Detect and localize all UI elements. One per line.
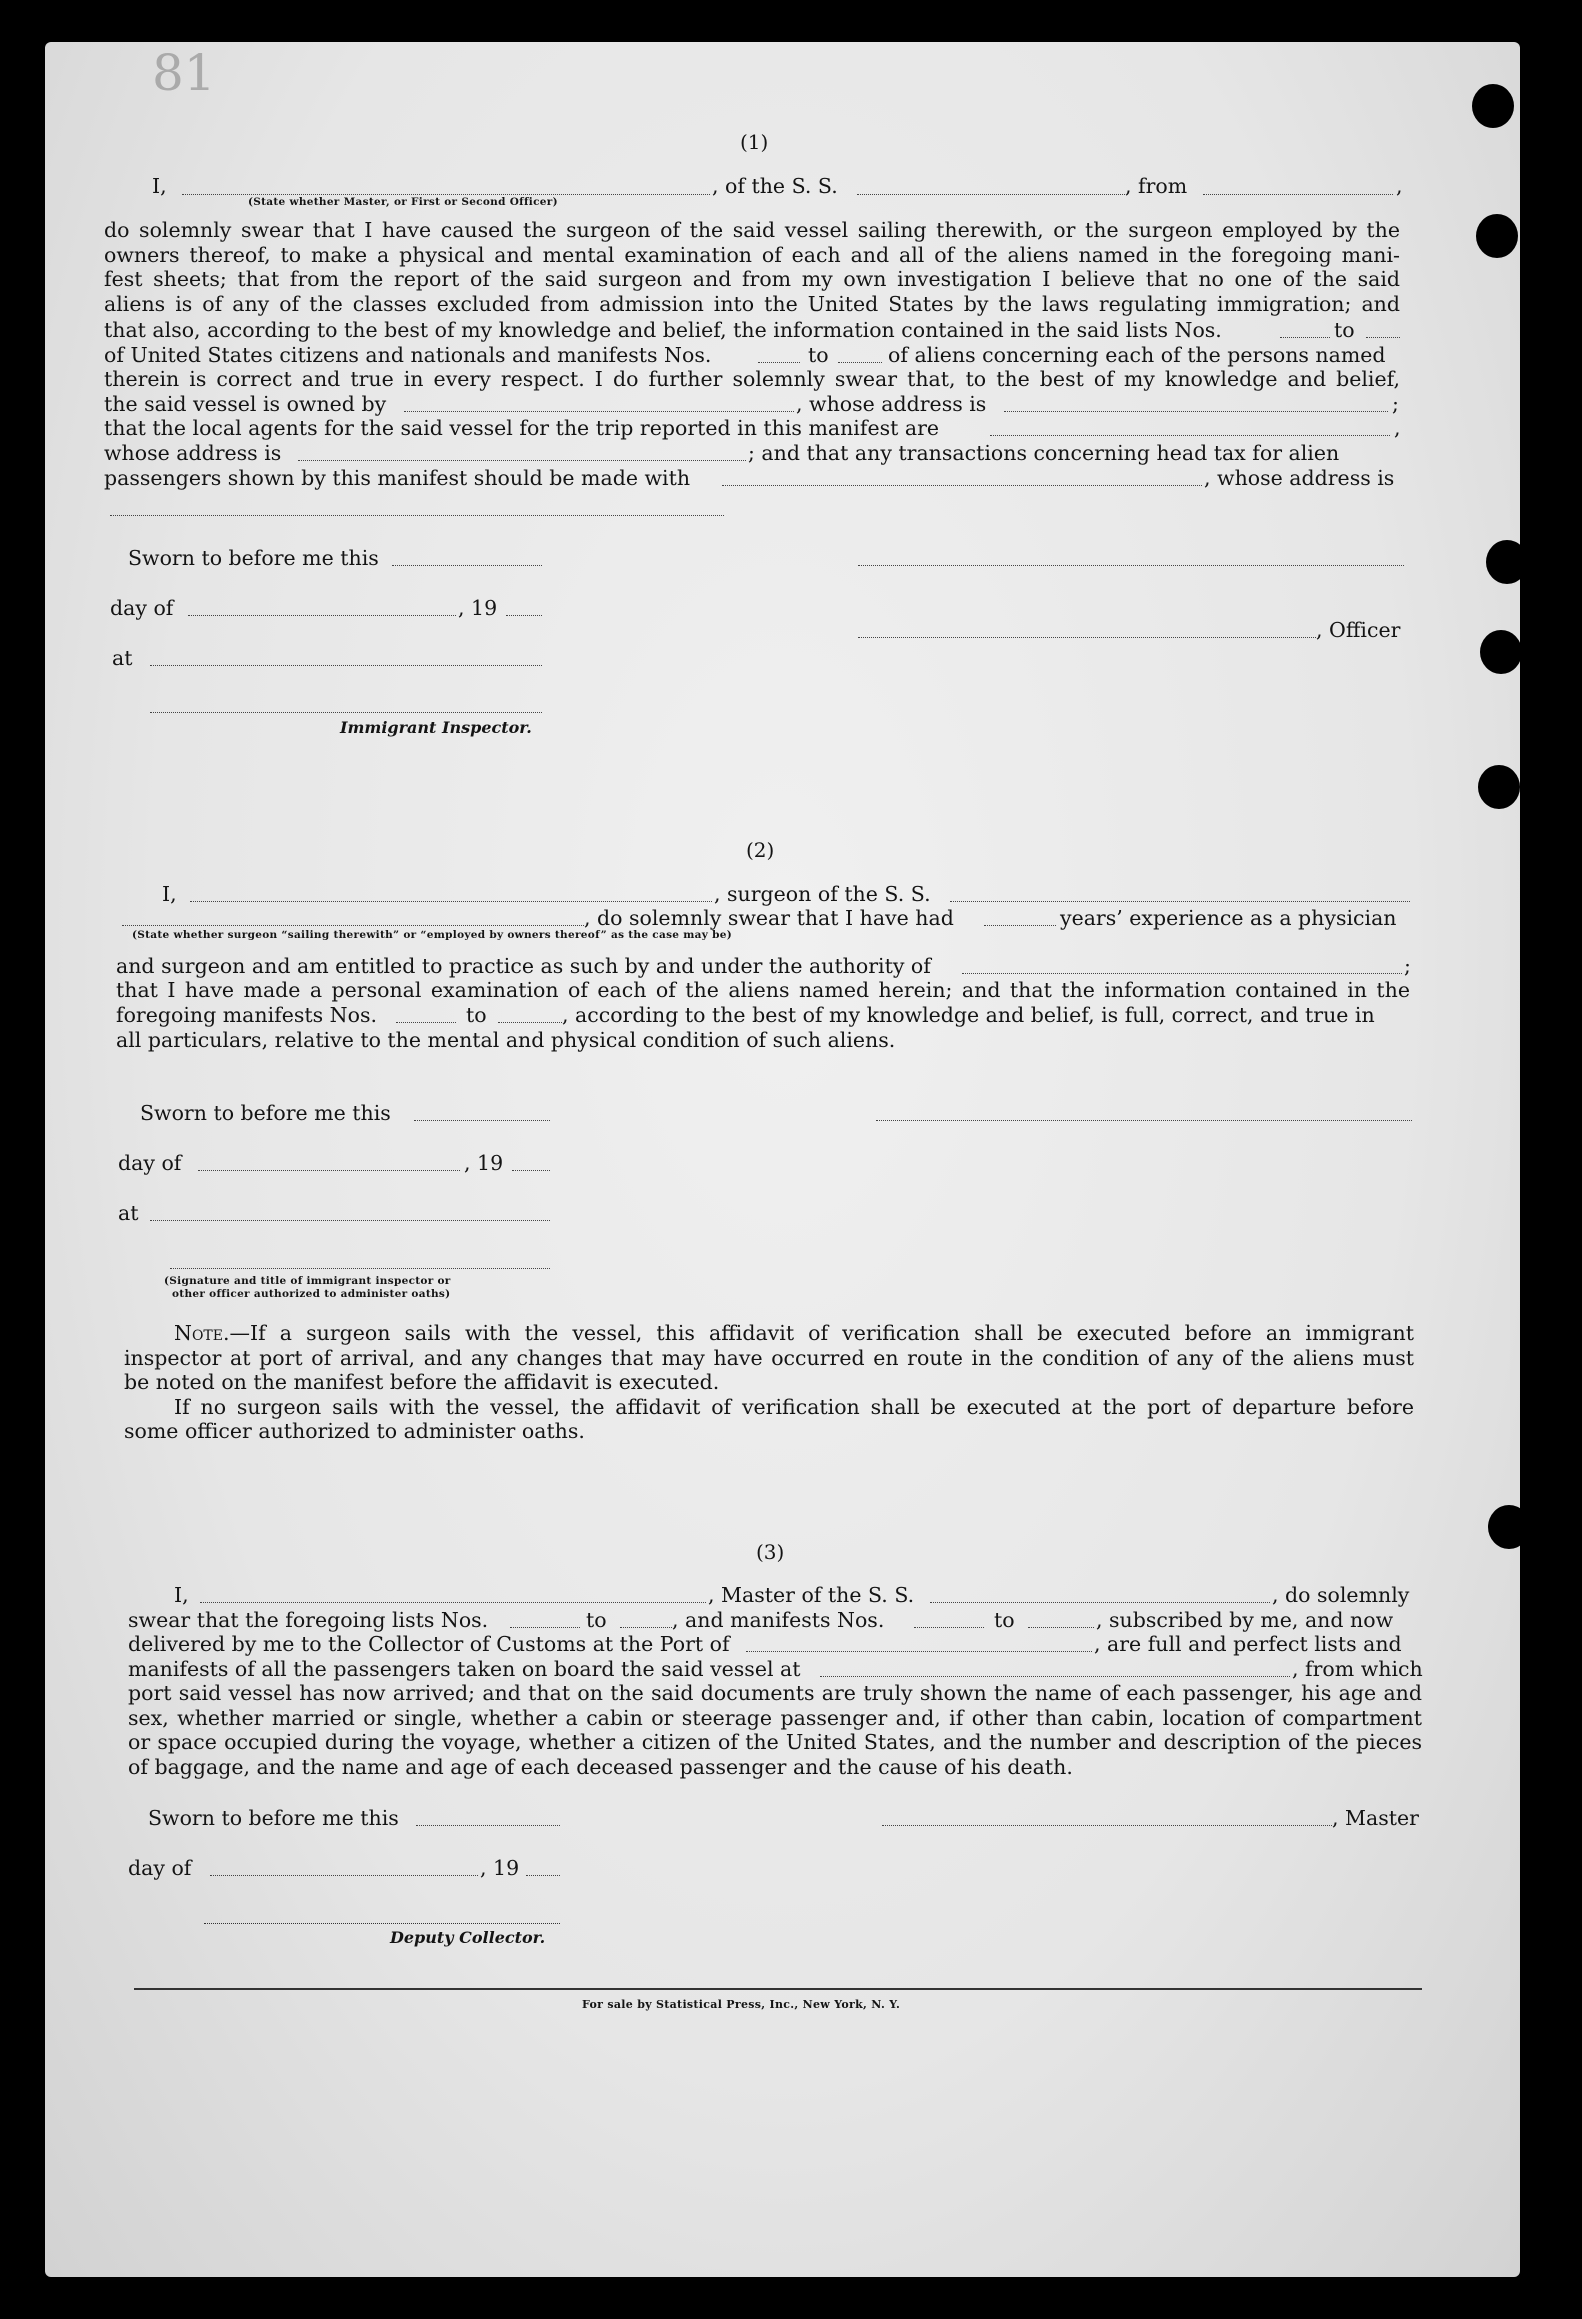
s1-signature-line[interactable] [858,565,1404,566]
s3-manifest-from[interactable] [914,1627,984,1628]
s1-owner-field[interactable] [404,411,794,412]
s3-body: port said vessel has now arrived; and that on the said documents are truly shown the name of each passenger, his age and sex, whether married or single, whether a cabin or steerage passenger and, if other than cabin, location of compartment or space occupied during the voyage, whether a citizen of the United States, and the number and description of the pieces of baggage, and the name and age of each deceased passenger and the cause of his death. [128,1681,1422,1779]
s1-line6c: of aliens concerning each of the persons named [888,343,1386,367]
s3-line2b: to [586,1608,607,1632]
s1-at: at [112,646,133,670]
s2-sig-note-2: other officer authorized to administer oaths) [172,1288,451,1300]
s3-ship-field[interactable] [930,1602,1270,1603]
s1-lists-to[interactable] [1366,337,1400,338]
s3-line2c: , and manifests Nos. [672,1608,885,1632]
s1-line9a: that the local agents for the said vessel for the trip reported in this manifest are [104,416,940,440]
s2-line2b: years’ experience as a physician [1060,906,1397,930]
s1-sworn-field[interactable] [392,565,542,566]
binder-hole [1480,630,1522,674]
note-label: Note. [174,1321,230,1345]
s2-note: Note.—If a surgeon sails with the vessel, this affidavit of verification shall be executed before an immigrant inspector at port of arrival, and any changes that may have occurred en route in the condition of any of the aliens must be noted on the manifest before the affidavit is executed. If no surgeon sails with the vessel, the affidavit of verification shall be executed at the port of departure before some officer authorized to administer oaths. [124,1321,1414,1444]
s2-day-of: day of [118,1151,182,1175]
s3-line4b: , from which [1292,1657,1423,1681]
s2-line5a: foregoing manifests Nos. [116,1003,377,1027]
s2-at-field[interactable] [150,1220,550,1221]
s2-line3b: ; [1404,954,1411,978]
s1-ship-field[interactable] [857,194,1125,195]
binder-hole [1476,214,1518,258]
s3-deputy-line[interactable] [204,1923,560,1924]
s3-lists-to[interactable] [620,1627,672,1628]
s2-inspector-line[interactable] [170,1268,550,1269]
s1-headtax-address[interactable] [110,515,724,516]
s1-line8a: the said vessel is owned by [104,392,387,416]
s1-year-field[interactable] [506,615,542,616]
s3-line2d: to [994,1608,1015,1632]
s3-line1a: I, [174,1583,189,1607]
s2-signature-line[interactable] [876,1120,1412,1121]
s1-manifest-to[interactable] [838,362,882,363]
s2-sworn-field[interactable] [414,1120,550,1121]
s2-line5b: to [466,1003,487,1027]
s1-body: do solemnly swear that I have caused the surgeon of the said vessel sailing therewith, or the surgeon employed by the owners thereof, to make a physical and mental examination of each and all of the aliens named in the foregoing mani- fest sheets; that from the report of the said surgeon and from my own investigation I believe that no one of the said aliens is of any of the classes excluded from admission into the United States by the laws regulating immigration; and [104,218,1400,316]
s2-surgeon-status[interactable] [122,925,584,926]
s1-line7: therein is correct and true in every respect. I do further solemnly swear that, to the best of my knowledge and belief, [104,367,1400,391]
s3-sworn-field[interactable] [416,1825,560,1826]
footer-printer: For sale by Statistical Press, Inc., New York, N. Y. [582,1998,901,2011]
s1-line8c: ; [1392,392,1399,416]
s1-line10b: ; and that any transactions concerning head tax for alien [748,441,1340,465]
s3-line4a: manifests of all the passengers taken on board the said vessel at [128,1657,801,1681]
s3-line1b: , Master of the S. S. [708,1583,915,1607]
s2-authority-field[interactable] [962,973,1402,974]
s2-sig-note-1: (Signature and title of immigrant inspector or [164,1275,451,1287]
s2-line5c: , according to the best of my knowledge and belief, is full, correct, and true in [562,1003,1375,1027]
s1-lists-from[interactable] [1280,337,1330,338]
s2-year: , 19 [464,1151,504,1175]
s3-port-field[interactable] [746,1651,1092,1652]
s1-officer: , Officer [1316,618,1401,642]
s2-line1b: , surgeon of the S. S. [714,882,931,906]
section-1-number: (1) [740,130,769,154]
s3-lists-from[interactable] [510,1627,580,1628]
s1-line9b: , [1394,416,1401,440]
s1-i: I, [152,174,167,198]
s1-inspector-line[interactable] [150,712,542,713]
s3-manifest-to[interactable] [1028,1627,1094,1628]
s1-officer-note: (State whether Master, or First or Second Officer) [248,196,558,208]
section-2-number: (2) [746,838,775,862]
binder-hole [1486,540,1528,584]
binder-hole [1478,765,1520,809]
s2-manifest-from[interactable] [396,1022,456,1023]
s1-end-comma: , [1396,174,1403,198]
s3-year: , 19 [480,1856,520,1880]
s1-day-field[interactable] [188,615,456,616]
s2-at: at [118,1201,139,1225]
s3-master-name[interactable] [200,1602,706,1603]
s1-from: , from [1125,174,1188,198]
s2-line4: that I have made a personal examination of each of the aliens named herein; and that the information contained in the [116,978,1410,1002]
section-3-number: (3) [756,1540,785,1564]
s3-sworn: Sworn to before me this [148,1806,399,1830]
s1-line6a: of United States citizens and nationals and manifests Nos. [104,343,712,367]
s2-line6: all particulars, relative to the mental and physical condition of such aliens. [116,1028,896,1052]
s1-line5b: to [1334,318,1355,342]
s1-line6b: to [808,343,829,367]
s3-day-field[interactable] [210,1875,478,1876]
s3-line2e: , subscribed by me, and now [1096,1608,1394,1632]
binder-hole [1472,84,1514,128]
binder-hole [1488,1505,1530,1549]
s1-headtax-field[interactable] [722,485,1202,486]
s1-line11a: passengers shown by this manifest should be made with [104,466,691,490]
s3-line2a: swear that the foregoing lists Nos. [128,1608,489,1632]
s2-line1a: I, [162,882,177,906]
s1-inspector: Immigrant Inspector. [340,718,532,737]
s1-line11b: , whose address is [1204,466,1395,490]
s3-day-of: day of [128,1856,192,1880]
s1-owner-address[interactable] [1004,411,1388,412]
s1-at-field[interactable] [150,665,542,666]
s1-manifest-from[interactable] [758,362,800,363]
footer-rule [134,1988,1422,1990]
s2-sworn: Sworn to before me this [140,1101,391,1125]
s3-line1c: , do solemnly [1272,1583,1410,1607]
s2-line2a: , do solemnly swear that I have had [584,906,954,930]
s1-agents-address[interactable] [298,460,746,461]
s3-board-field[interactable] [820,1676,1290,1677]
s3-master: , Master [1332,1806,1419,1830]
s1-agents-field[interactable] [990,435,1390,436]
s1-day-of: day of [110,596,174,620]
s2-ship-field[interactable] [950,901,1410,902]
s2-year-field[interactable] [512,1170,550,1171]
s3-deputy: Deputy Collector. [390,1928,546,1947]
s1-officer-line[interactable] [858,637,1316,638]
s1-from-field[interactable] [1203,194,1393,195]
s3-signature-line[interactable] [882,1825,1332,1826]
s1-sworn: Sworn to before me this [128,546,379,570]
s2-manifest-to[interactable] [498,1022,562,1023]
corner-handwritten-mark: 81 [152,44,216,102]
s2-day-field[interactable] [198,1170,460,1171]
s3-year-field[interactable] [526,1875,560,1876]
s1-line5a: that also, according to the best of my knowledge and belief, the information contained in the said lists Nos. [104,318,1222,342]
s2-surgeon-note: (State whether surgeon “sailing therewith” or “employed by owners thereof” as the case may be) [132,929,732,941]
s3-line3b: , are full and perfect lists and [1094,1632,1402,1656]
s2-line3a: and surgeon and am entitled to practice as such by and under the authority of [116,954,931,978]
s3-line3a: delivered by me to the Collector of Customs at the Port of [128,1632,730,1656]
s1-officer-field[interactable] [182,194,710,195]
s2-surgeon-name[interactable] [190,901,712,902]
s1-line8b: , whose address is [796,392,987,416]
s2-years-field[interactable] [984,925,1056,926]
s1-of-ss: , of the S. S. [712,174,838,198]
s1-line10a: whose address is [104,441,282,465]
s1-year: , 19 [458,596,498,620]
